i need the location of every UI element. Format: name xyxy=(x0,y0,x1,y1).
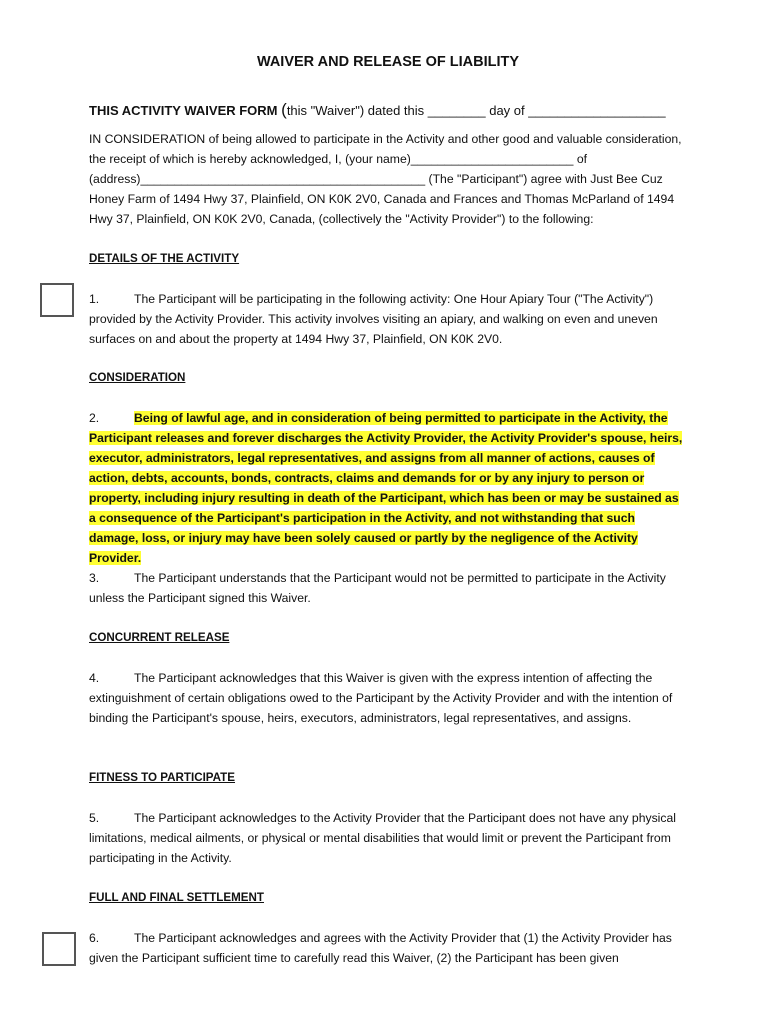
clause-text: The Participant acknowledges and agrees with the Activity Provider that (1) the Activity Provider has given the Participant sufficient time to carefully read this Waiver, (2) the Participant has been given xyxy=(89,931,672,965)
clause-number: 3. xyxy=(89,571,100,585)
clause-number: 5. xyxy=(89,811,100,825)
highlighted-clause-text: Being of lawful age, and in consideration of being permitted to participate in the Activity, the Participant releases and forever discharges the Activity Provider, the Activity Provider's spouse, heirs, executor, administrators, legal representatives, and assigns from all manner of actions, causes of action, debts, accounts, bonds, contracts, claims and demands for or by any injury to person or property, including injury resulting in death of the Participant, which has been or may be sustained as a consequence of the Participant's participation in the Activity, and not withstanding that such damage, loss, or injury may have been solely caused or partly by the negligence of the Activity Provider. xyxy=(89,411,683,565)
form-line-rest: this "Waiver") dated this ________ day of ___________________ xyxy=(286,103,666,118)
clause-5 xyxy=(89,808,687,868)
section-heading-concurrent-release: CONCURRENT RELEASE xyxy=(89,631,230,644)
clause-number: 1. xyxy=(89,292,100,306)
clause-text: The Participant acknowledges that this Waiver is given with the express intention of affecting the extinguishment of certain obligations owed to the Participant by the Activity Provider and with the intention of binding the Participant's spouse, heirs, executors, administrators, legal representatives, and assigns. xyxy=(89,671,673,725)
clause-text: The Participant will be participating in the following activity: One Hour Apiary Tour ("The Activity") provided by the Activity Provider. This activity involves visiting an apiary, and walking on even and uneven surfaces on and about the property at 1494 Hwy 37, Plainfield, ON K0K 2V0. xyxy=(89,292,658,346)
clause-1 xyxy=(89,289,687,349)
clause-number: 6. xyxy=(89,931,100,945)
form-line xyxy=(89,100,699,120)
section-heading-fitness: FITNESS TO PARTICIPATE xyxy=(89,771,236,784)
form-line-bold: THIS ACTIVITY WAIVER FORM xyxy=(89,103,278,118)
clause-2 xyxy=(89,408,687,568)
clause-text: The Participant acknowledges to the Activity Provider that the Participant does not have any physical limitations, medical ailments, or physical or mental disabilities that would limit or prevent the Participant from participating in the Activity. xyxy=(89,811,676,865)
initial-checkbox-2[interactable] xyxy=(42,932,76,966)
intro-paragraph: IN CONSIDERATION of being allowed to participate in the Activity and other good and valuable consideration, the receipt of which is hereby acknowledged, I, (your name)________________________ of (address)__________________________________________ (The "Participant") agree with Just Bee Cuz Honey Farm of 1494 Hwy 37, Plainfield, ON K0K 2V0, Canada and Frances and Thomas McParland of 1494 Hwy 37, Plainfield, ON K0K 2V0, Canada, (collectively the "Activity Provider") to the following: xyxy=(89,132,682,226)
clause-number: 4. xyxy=(89,671,100,685)
clause-text: The Participant understands that the Participant would not be permitted to participate in the Activity unless the Participant signed this Waiver. xyxy=(89,571,666,605)
section-heading-full-final-settlement: FULL AND FINAL SETTLEMENT xyxy=(89,891,264,904)
section-heading-consideration: CONSIDERATION xyxy=(89,371,186,384)
section-heading-details: DETAILS OF THE ACTIVITY xyxy=(89,252,240,265)
clause-3 xyxy=(89,568,687,608)
initial-checkbox-1[interactable] xyxy=(40,283,74,317)
clause-4 xyxy=(89,668,687,728)
clause-number: 2. xyxy=(89,411,100,425)
form-line-paren: ( xyxy=(281,100,287,119)
document-title: WAIVER AND RELEASE OF LIABILITY xyxy=(256,54,520,70)
clause-6 xyxy=(89,928,687,968)
